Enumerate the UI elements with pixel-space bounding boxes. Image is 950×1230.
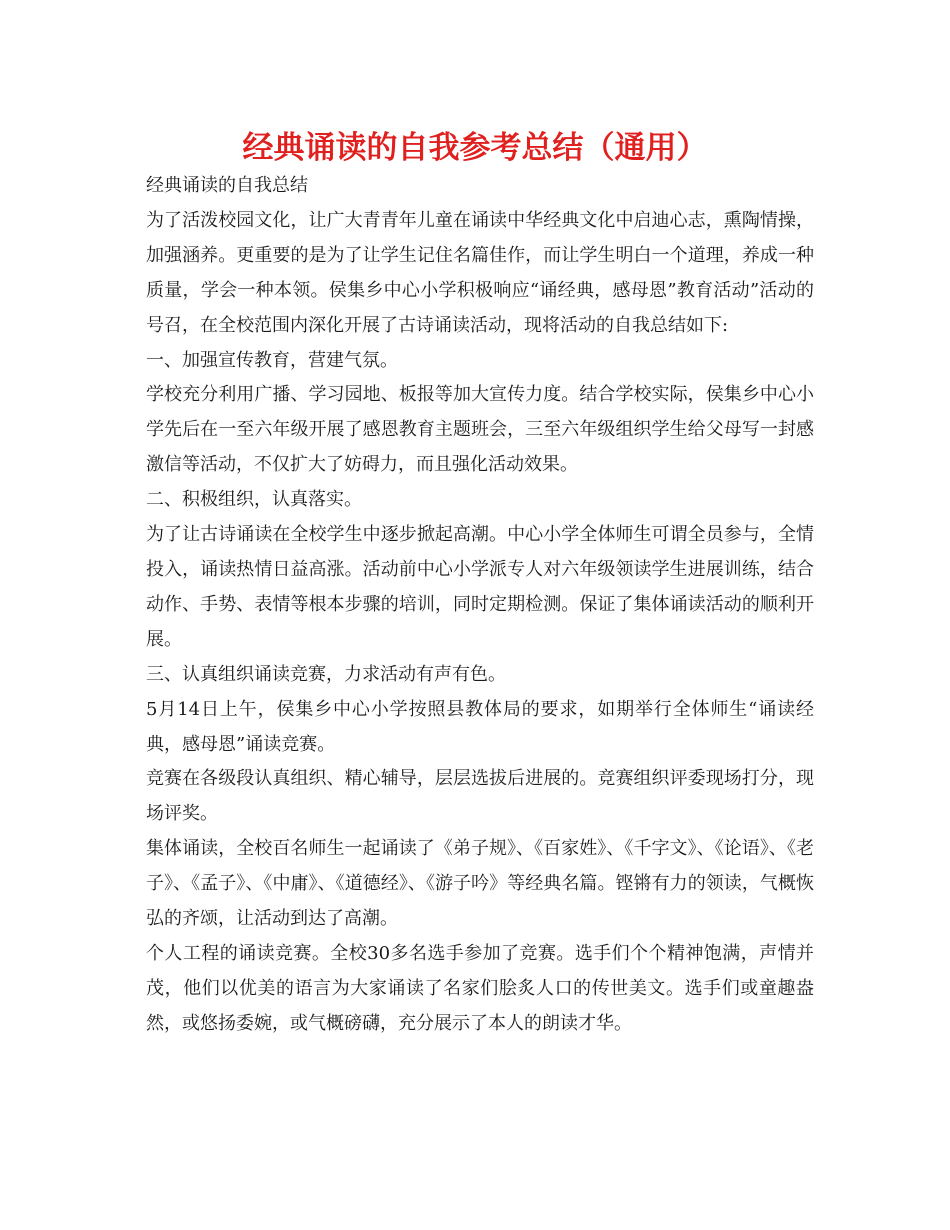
subtitle-paragraph: 经典诵读的自我总结: [146, 175, 308, 196]
section-1-paragraph: 学校充分利用广播、学习园地、板报等加大宣传力度。结合学校实际，侯集乡中心小学先后在一至六年级开展了感恩教育主题班会，三至六年级组织学生给父母写一封感激信等活动，不仅扩大了妨碍力，而且强化活动效果。: [146, 384, 814, 476]
document-body: [146, 169, 814, 1042]
section-heading-2: 二、积极组织，认真落实。: [146, 489, 362, 511]
document-title: 经典诵读的自我参考总结（通用）: [242, 130, 708, 166]
intro-paragraph: 为了活泼校园文化，让广大青青年儿童在诵读中华经典文化中启迪心志，熏陶情操，加强涵养。更重要的是为了让学生记住名篇佳作，而让学生明白一个道理，养成一种质量，学会一种本领。侯集乡中心小学积极响应“诵经典，感母恩”教育活动”活动的号召，在全校范围内深化开展了古诗诵读活动，现将活动的自我总结如下:: [146, 209, 814, 336]
section-3-paragraph-4: 个人工程的诵读竞赛。全校30多名选手参加了竞赛。选手们个个精神饱满，声情并茂，他们以优美的语言为大家诵读了名家们脍炙人口的传世美文。选手们或童趣盎然，或悠扬委婉，或气概磅礴，充分展示了本人的朗读才华。: [146, 942, 814, 1034]
section-3-paragraph-3: 集体诵读，全校百名师生一起诵读了《弟子规》、《百家姓》、《千字文》、《论语》、《老子》、《孟子》、《中庸》、《道德经》、《游子吟》等经典名篇。铿锵有力的领读，气概恢弘的齐颂，让活动到达了高潮。: [146, 838, 814, 930]
section-heading-3: 三、认真组织诵读竞赛，力求活动有声有色。: [146, 663, 506, 685]
section-heading-1: 一、加强宣传教育，营建气氛。: [146, 349, 398, 371]
section-3-paragraph-2: 竞赛在各级段认真组织、精心辅导，层层选拔后进展的。竞赛组织评委现场打分，现场评奖。: [146, 768, 814, 825]
section-2-paragraph: 为了让古诗诵读在全校学生中逐步掀起高潮。中心小学全体师生可谓全员参与，全情投入，诵读热情日益高涨。活动前中心小学派专人对六年级领读学生进展训练，结合动作、手势、表情等根本步骤的培训，同时定期检测。保证了集体诵读活动的顺利开展。: [146, 524, 814, 650]
section-3-paragraph-1: 5月14日上午，侯集乡中心小学按照县教体局的要求，如期举行全体师生“诵读经典，感母恩”诵读竞赛。: [146, 698, 814, 755]
